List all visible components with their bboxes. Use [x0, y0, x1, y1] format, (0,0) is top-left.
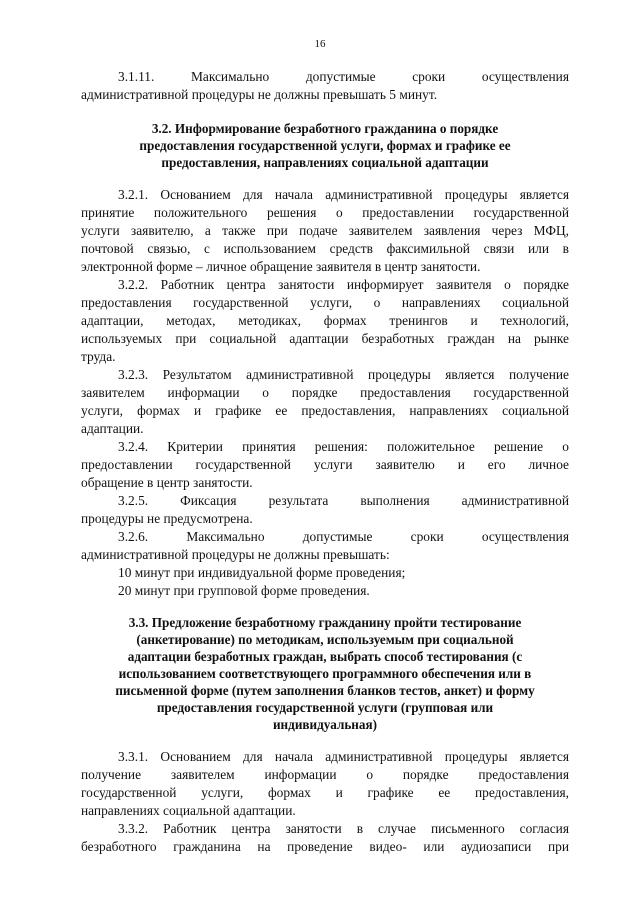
text-line: труда. [81, 349, 116, 364]
text-line: 3.2.4. Критерии принятия решения: положительное решение о [118, 439, 569, 454]
text-line: обращение в центр занятости. [81, 475, 253, 490]
text-line: административной процедуры не должны превышать: [81, 547, 390, 562]
text-line: безработного гражданина на проведение видео- или аудиозаписи при [81, 839, 569, 854]
page-number: 16 [314, 38, 326, 50]
text-line: 3.2.5. Фиксация результата выполнения административной [118, 493, 569, 508]
text-line: принятие положительного решения о предоставлении государственной [81, 205, 569, 220]
heading-line: индивидуальная) [272, 717, 378, 732]
text-line: административной процедуры не должны превышать 5 минут. [81, 87, 438, 102]
text-line: процедуры не предусмотрена. [81, 511, 253, 526]
text-line: 10 минут при индивидуальной форме проведения; [118, 565, 406, 580]
text-line: государственной услуги, формах и графике ее предоставления, [81, 785, 569, 800]
text-line: 3.2.3. Результатом административной процедуры является получение [118, 367, 569, 382]
text-line: 3.2.1. Основанием для начала административной процедуры является [118, 187, 569, 202]
heading-line: 3.2. Информирование безработного гражданина о порядке [151, 121, 499, 136]
heading-line: использованием соответствующего программного обеспечения или в [118, 666, 532, 681]
heading-line: адаптации безработных граждан, выбрать способ тестирования (с [127, 649, 523, 664]
text-line: 3.3.1. Основанием для начала административной процедуры является [118, 749, 569, 764]
text-line: услуги, формах и графике ее предоставления, направлениях социальной [81, 403, 569, 418]
text-line: заявителем информации о порядке предоставления государственной [81, 385, 569, 400]
heading-line: предоставления государственной услуги, формах и графике ее [139, 138, 511, 153]
heading-line: предоставления государственной услуги (групповая или [156, 700, 494, 715]
text-line: адаптации. [81, 421, 144, 436]
text-line: 3.2.2. Работник центра занятости информирует заявителя о порядке [118, 277, 569, 292]
text-line: почтовой связью, с использованием средств факсимильной связи или в [81, 241, 569, 256]
text-line: услуги заявителю, а также при подаче заявителем заявления через МФЦ, [81, 223, 569, 238]
text-line: адаптации, методах, методиках, формах тренингов и технологий, [81, 313, 569, 328]
text-line: электронной форме – личное обращение заявителя в центр занятости. [81, 259, 481, 274]
text-line: предоставлении государственной услуги заявителю и его личное [81, 457, 569, 472]
text-line: 20 минут при групповой форме проведения. [118, 583, 370, 598]
heading-line: (анкетирование) по методикам, используемым при социальной [136, 632, 514, 647]
heading-line: письменной форме (путем заполнения бланков тестов, анкет) и форму [115, 683, 535, 698]
text-line: 3.3.2. Работник центра занятости в случае письменного согласия [118, 821, 569, 836]
text-line: направлениях социальной адаптации. [81, 803, 296, 818]
text-line: 3.1.11. Максимально допустимые сроки осуществления [118, 69, 569, 84]
text-line: 3.2.6. Максимально допустимые сроки осуществления [118, 529, 569, 544]
text-line: получение заявителем информации о порядке предоставления [81, 767, 569, 782]
text-line: используемых при социальной адаптации безработных граждан на рынке [81, 331, 569, 346]
heading-line: 3.3. Предложение безработному гражданину пройти тестирование [128, 615, 522, 630]
heading-line: предоставления, направлениях социальной адаптации [161, 155, 489, 170]
text-line: предоставления государственной услуги, о направлениях социальной [81, 295, 569, 310]
